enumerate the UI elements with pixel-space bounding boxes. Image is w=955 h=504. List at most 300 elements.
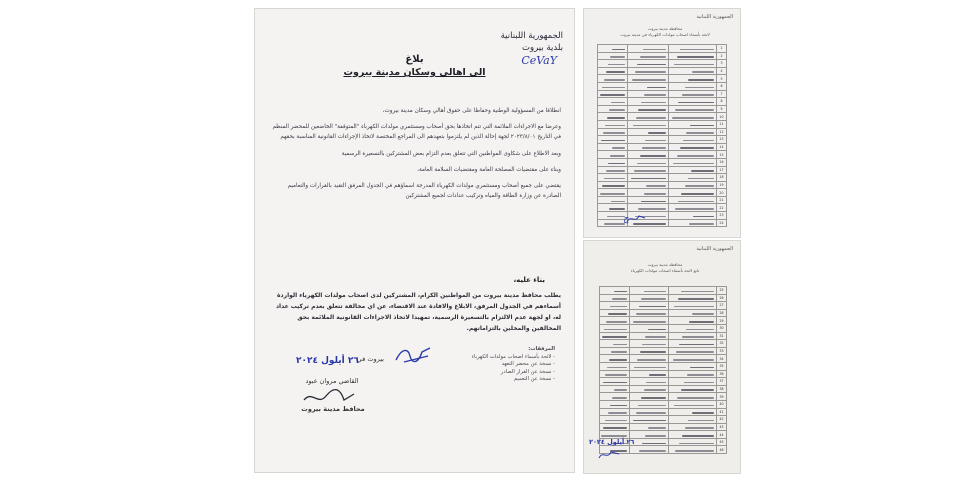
illegible-text	[605, 125, 625, 127]
illegible-text	[612, 147, 625, 149]
table-cell	[600, 287, 630, 295]
table-cell	[598, 166, 628, 174]
letterhead	[501, 30, 563, 54]
illegible-text	[644, 193, 666, 195]
illegible-text	[614, 291, 627, 293]
row-number-cell: 30	[717, 324, 727, 332]
table-cell	[629, 324, 669, 332]
table-cell	[668, 174, 716, 182]
table-row	[600, 362, 727, 370]
illegible-text	[612, 397, 627, 399]
table-cell	[598, 204, 628, 212]
table-cell	[669, 423, 717, 431]
illegible-text	[608, 412, 627, 414]
table-row	[600, 416, 727, 424]
illegible-text	[603, 132, 626, 134]
table-cell	[629, 317, 669, 325]
illegible-text	[604, 79, 625, 81]
sheet-signature: ﺡ	[623, 214, 629, 224]
table-row	[598, 143, 727, 151]
illegible-text	[610, 306, 627, 308]
table-cell	[668, 98, 716, 106]
table-cell	[629, 400, 669, 408]
illegible-text	[640, 155, 666, 157]
row-number-cell: 5	[716, 75, 726, 83]
table-row	[598, 204, 727, 212]
table-cell	[600, 393, 630, 401]
table-cell	[669, 347, 717, 355]
table-cell	[598, 45, 628, 53]
table-cell	[600, 355, 630, 363]
illegible-text	[688, 79, 714, 81]
table-cell	[628, 105, 668, 113]
annex-line: - لائحة بأسماء اصحاب مولدات الكهرباء	[471, 353, 555, 360]
table-cell	[628, 82, 668, 90]
illegible-text	[635, 71, 666, 73]
table-cell	[668, 166, 716, 174]
illegible-text	[644, 94, 666, 96]
table-cell	[668, 196, 716, 204]
row-number-cell: 27	[717, 302, 727, 310]
illegible-text	[673, 163, 714, 165]
row-number-cell: 29	[717, 317, 727, 325]
illegible-text	[680, 49, 714, 51]
table-cell	[669, 362, 717, 370]
table-row	[598, 60, 727, 68]
row-number-cell: 36	[717, 370, 727, 378]
table-cell	[668, 128, 716, 136]
illegible-text	[633, 321, 666, 323]
illegible-text	[682, 94, 714, 96]
city-line: بيروت في	[356, 355, 384, 363]
illegible-text	[688, 420, 714, 422]
illegible-text	[640, 351, 667, 353]
table-cell	[600, 423, 630, 431]
table-cell	[598, 128, 628, 136]
letterhead-line-1: الجمهورية اللبنانية	[500, 31, 563, 41]
illegible-text	[612, 49, 625, 51]
table-cell	[629, 385, 669, 393]
illegible-text	[603, 382, 627, 384]
row-number-cell: 42	[717, 416, 727, 424]
table-cell	[669, 385, 717, 393]
paragraph: انطلاقا من المسؤولية الوطنية وحفاظا على حقوق أهالي وسكان مدينة بيروت،	[382, 108, 561, 114]
table-cell	[669, 309, 717, 317]
table-cell	[668, 212, 716, 220]
main-document-photo	[254, 8, 575, 473]
illegible-text	[603, 427, 626, 429]
table-row	[600, 408, 727, 416]
illegible-text	[648, 427, 667, 429]
illegible-text	[675, 109, 714, 111]
illegible-text	[647, 87, 666, 89]
illegible-text	[610, 405, 627, 407]
table-cell	[669, 294, 717, 302]
illegible-text	[689, 321, 714, 323]
table-cell	[628, 189, 668, 197]
illegible-text	[681, 389, 715, 391]
table-cell	[628, 136, 668, 144]
table-cell	[668, 90, 716, 98]
illegible-text	[679, 344, 714, 346]
table-cell	[669, 340, 717, 348]
date-stamp: ٢٦ أيلول ٢٠٢٤	[589, 438, 635, 446]
row-number-cell: 7	[716, 90, 726, 98]
illegible-text	[642, 344, 666, 346]
table-cell	[629, 332, 669, 340]
table-row	[600, 355, 727, 363]
sheet-subtitle	[603, 26, 727, 37]
illegible-text	[639, 306, 667, 308]
illegible-text	[685, 427, 714, 429]
table-cell	[600, 385, 630, 393]
illegible-text	[636, 117, 666, 119]
illegible-text	[676, 351, 714, 353]
illegible-text	[641, 102, 665, 104]
table-cell	[628, 158, 668, 166]
table-cell	[668, 60, 716, 68]
table-row	[600, 324, 727, 332]
row-number-cell: 37	[717, 378, 727, 386]
table-row	[600, 332, 727, 340]
table-cell	[600, 340, 630, 348]
table-cell	[629, 446, 669, 454]
illegible-text	[641, 397, 667, 399]
table-cell	[669, 431, 717, 439]
table-cell	[668, 52, 716, 60]
table-cell	[628, 128, 668, 136]
illegible-text	[685, 87, 714, 89]
row-number-cell: 21	[716, 196, 726, 204]
table-cell	[668, 151, 716, 159]
sheet-signature-scribble	[597, 448, 621, 462]
table-row	[598, 98, 727, 106]
illegible-text	[637, 64, 665, 66]
illegible-text	[609, 109, 625, 111]
table-cell	[600, 416, 630, 424]
illegible-text	[604, 178, 626, 180]
table-row	[598, 174, 727, 182]
table-cell	[628, 151, 668, 159]
table-cell	[629, 362, 669, 370]
row-number-cell: 46	[717, 446, 727, 454]
table-cell	[628, 67, 668, 75]
illegible-text	[637, 359, 666, 361]
table-cell	[669, 416, 717, 424]
table-row	[598, 136, 727, 144]
row-number-cell: 22	[716, 204, 726, 212]
annex-line: - نسخة عن القرار الصادر	[500, 368, 555, 375]
table-cell	[628, 75, 668, 83]
table-row	[598, 82, 727, 90]
table-row	[598, 52, 727, 60]
paragraph: وعرضا مع الاجراءات الملائمة التي تتم اتخاذها بحق أصحاب ومستثمري مولدات الكهرباء "المتوقفة" الخاضعين للمحضر المنظم في التاريخ ٢٠٢٣/٨/٠١ لجهة إحالة الذين لم يلتزموا بتعهدهم الى المراجع المختصة لاتخاذ الإجراءات القانونية المناسبة بحقهم	[272, 124, 561, 141]
table-cell	[628, 60, 668, 68]
table-cell	[628, 166, 668, 174]
row-number-cell: 15	[716, 151, 726, 159]
illegible-text	[638, 208, 666, 210]
table-cell	[629, 294, 669, 302]
table-row	[598, 67, 727, 75]
decision-text: يطلب محافظ مدينة بيروت من المواطنين الكرام، المشتركين لدى اصحاب مولدات الكهرباء الواردة أسماءهم في الجدول المرفق، الابلاغ والافادة عند الاقتضاء، عن اي مخالفة تتعلق بعدم تركيب عداد له، او لجهة عدم الالتزام بالتسعيرة الرسمية، تمهيدا لاتخاذ الاجراءات القانونية الملائمة بحق المخالفين والمخلين بالتزاماتهم.	[275, 292, 561, 332]
illegible-text	[634, 170, 665, 172]
illegible-text	[610, 56, 625, 58]
list-sheet-photo-2	[583, 240, 741, 474]
row-number-cell: 34	[717, 355, 727, 363]
row-number-cell: 16	[716, 158, 726, 166]
illegible-text	[693, 216, 714, 218]
row-number-cell: 18	[716, 174, 726, 182]
table-row	[598, 45, 727, 53]
table-cell	[628, 52, 668, 60]
table-cell	[668, 113, 716, 121]
table-cell	[598, 151, 628, 159]
table-cell	[668, 143, 716, 151]
illegible-text	[634, 367, 666, 369]
table-cell	[600, 309, 630, 317]
table-cell	[600, 332, 630, 340]
illegible-text	[648, 132, 666, 134]
annex-line: - نسخة عن محضر التعهد	[501, 361, 555, 368]
illegible-text	[613, 344, 627, 346]
row-number-cell: 31	[717, 332, 727, 340]
illegible-text	[612, 298, 627, 300]
table-cell	[598, 120, 628, 128]
table-row	[600, 309, 727, 317]
illegible-text	[686, 132, 713, 134]
illegible-text	[610, 155, 625, 157]
illegible-text	[645, 435, 667, 437]
illegible-text	[633, 420, 667, 422]
table-row	[598, 158, 727, 166]
illegible-text	[604, 329, 627, 331]
illegible-text	[602, 185, 626, 187]
row-number-cell: 23	[716, 212, 726, 220]
table-cell	[598, 196, 628, 204]
letterhead-line-2: بلدية بيروت	[522, 43, 563, 53]
table-row	[598, 212, 727, 220]
illegible-text	[609, 359, 627, 361]
table-cell	[600, 347, 630, 355]
illegible-text	[600, 193, 626, 195]
table-cell	[669, 438, 717, 446]
table-cell	[598, 52, 628, 60]
table-cell	[598, 181, 628, 189]
illegible-text	[607, 367, 627, 369]
illegible-text	[644, 389, 667, 391]
table-cell	[668, 204, 716, 212]
table-cell	[629, 378, 669, 386]
table-cell	[600, 317, 630, 325]
illegible-text	[636, 412, 667, 414]
illegible-text	[678, 102, 714, 104]
table-row	[600, 340, 727, 348]
table-row	[600, 385, 727, 393]
illegible-text	[606, 321, 627, 323]
table-cell	[668, 120, 716, 128]
table-row	[598, 181, 727, 189]
header-signature: CeVaY	[521, 54, 557, 67]
table-row	[600, 400, 727, 408]
table-cell	[598, 98, 628, 106]
table-cell	[629, 302, 669, 310]
table-cell	[669, 302, 717, 310]
row-number-cell: 13	[716, 136, 726, 144]
table-cell	[669, 317, 717, 325]
row-number-cell: 24	[716, 219, 726, 227]
illegible-text	[606, 170, 626, 172]
paragraph: وبعد الاطلاع على شكاوى المواطنين التي تتعلق بعدم التزام بعض المشتركين بالتسعيرة الرسمية	[341, 150, 561, 157]
table-cell	[600, 324, 630, 332]
illegible-text	[641, 201, 666, 203]
section-heading: بناء عليه،	[513, 276, 545, 284]
table-cell	[628, 45, 668, 53]
table-row	[598, 196, 727, 204]
illegible-text	[685, 185, 714, 187]
illegible-text	[682, 435, 714, 437]
table-cell	[629, 408, 669, 416]
illegible-text	[631, 178, 665, 180]
illegible-text	[692, 71, 714, 73]
illegible-text	[675, 450, 714, 452]
illegible-text	[681, 193, 714, 195]
illegible-text	[675, 208, 714, 210]
table-cell	[598, 82, 628, 90]
illegible-text	[678, 201, 714, 203]
table-row	[600, 378, 727, 386]
notice-subtitle: الى اهالي وسكان مدينة بيروت	[343, 67, 486, 78]
table-cell	[600, 408, 630, 416]
table-cell	[600, 400, 630, 408]
annex-line: - نسخة عن التعميم	[513, 376, 555, 383]
row-number-cell: 20	[716, 189, 726, 197]
row-number-cell: 43	[717, 423, 727, 431]
list-sheet-photo-1	[583, 8, 741, 238]
table-row	[600, 287, 727, 295]
row-number-cell: 4	[716, 67, 726, 75]
table-row	[598, 75, 727, 83]
row-number-cell: 45	[717, 438, 727, 446]
illegible-text	[600, 94, 625, 96]
illegible-text	[633, 125, 666, 127]
illegible-text	[645, 140, 665, 142]
row-number-cell: 33	[717, 347, 727, 355]
sheet-signature-scribble	[625, 212, 647, 226]
table-row	[598, 105, 727, 113]
table-cell	[600, 370, 630, 378]
illegible-text	[608, 313, 627, 315]
illegible-text	[672, 117, 714, 119]
illegible-text	[644, 291, 666, 293]
table-cell	[598, 136, 628, 144]
table-cell	[668, 219, 716, 227]
illegible-text	[691, 170, 714, 172]
table-row	[598, 120, 727, 128]
illegible-text	[646, 185, 665, 187]
illegible-text	[689, 223, 714, 225]
illegible-text	[646, 382, 666, 384]
table-cell	[669, 332, 717, 340]
sheet-header: الجمهورية اللبنانية	[696, 246, 733, 252]
row-number-cell: 32	[717, 340, 727, 348]
illegible-text	[673, 359, 714, 361]
illegible-text	[611, 201, 626, 203]
sheet-subtitle	[603, 262, 727, 273]
sheet-subtitle-line: لائحة بأسماء اصحاب مولدات الكهرباء في مدينة بيروت	[620, 31, 710, 37]
row-number-cell: 44	[717, 431, 727, 439]
illegible-text	[681, 291, 714, 293]
signer-title: محافظ مدينة بيروت	[301, 405, 365, 413]
row-number-cell: 10	[716, 113, 726, 121]
signer-name: القاضي مروان عبود	[305, 377, 359, 385]
illegible-text	[638, 405, 666, 407]
illegible-text	[677, 397, 714, 399]
paragraph: يقتضي على جميع أصحاب ومستثمري مولدات الكهرباء المدرجة اسماؤهم في الجدول المرفق التقيد بالقرارات والتعاميم الصادرة عن وزارة الطاقة والمياه وتركيب عدادات لجميع المشتركين	[287, 183, 561, 200]
row-number-cell: 19	[716, 181, 726, 189]
table-row	[598, 166, 727, 174]
row-number-cell: 3	[716, 60, 726, 68]
table-cell	[669, 355, 717, 363]
row-number-cell: 39	[717, 393, 727, 401]
illegible-text	[605, 374, 627, 376]
annex-list	[415, 346, 555, 384]
illegible-text	[674, 405, 714, 407]
table-cell	[668, 67, 716, 75]
table-cell	[669, 393, 717, 401]
table-row	[598, 128, 727, 136]
table-cell	[629, 355, 669, 363]
illegible-text	[608, 163, 626, 165]
table-row	[600, 393, 727, 401]
table-row	[600, 294, 727, 302]
row-number-cell: 1	[716, 45, 726, 53]
notice-title-block	[254, 54, 575, 78]
table-cell	[669, 324, 717, 332]
illegible-text	[605, 420, 626, 422]
illegible-text	[683, 140, 714, 142]
row-number-cell: 6	[716, 82, 726, 90]
illegible-text	[637, 163, 666, 165]
illegible-text	[608, 64, 625, 66]
illegible-text	[611, 102, 625, 104]
sheet-subtitle-line: تابع لائحة بأسماء اصحاب مولدات الكهرباء	[630, 267, 700, 273]
table-row	[600, 317, 727, 325]
table-cell	[669, 378, 717, 386]
table-cell	[669, 446, 717, 454]
table-row	[600, 302, 727, 310]
table-cell	[600, 294, 630, 302]
row-number-cell: 25	[717, 287, 727, 295]
illegible-text	[643, 49, 666, 51]
table-cell	[598, 158, 628, 166]
illegible-text	[602, 87, 625, 89]
date-stamp: ٢٦ أيلول ٢٠٢٤	[296, 356, 359, 366]
illegible-text	[642, 147, 665, 149]
sheet-header: الجمهورية اللبنانية	[696, 14, 733, 20]
illegible-text	[692, 313, 714, 315]
illegible-text	[678, 298, 714, 300]
table-cell	[669, 400, 717, 408]
illegible-text	[640, 56, 666, 58]
paragraph: وبناء على مقتضيات المصلحة العامة ومقتضيات السلامة العامة،	[417, 166, 561, 173]
illegible-text	[674, 64, 714, 66]
illegible-text	[636, 313, 667, 315]
illegible-text	[611, 351, 627, 353]
illegible-text	[606, 71, 625, 73]
table-cell	[598, 189, 628, 197]
illegible-text	[639, 450, 666, 452]
table-cell	[668, 189, 716, 197]
